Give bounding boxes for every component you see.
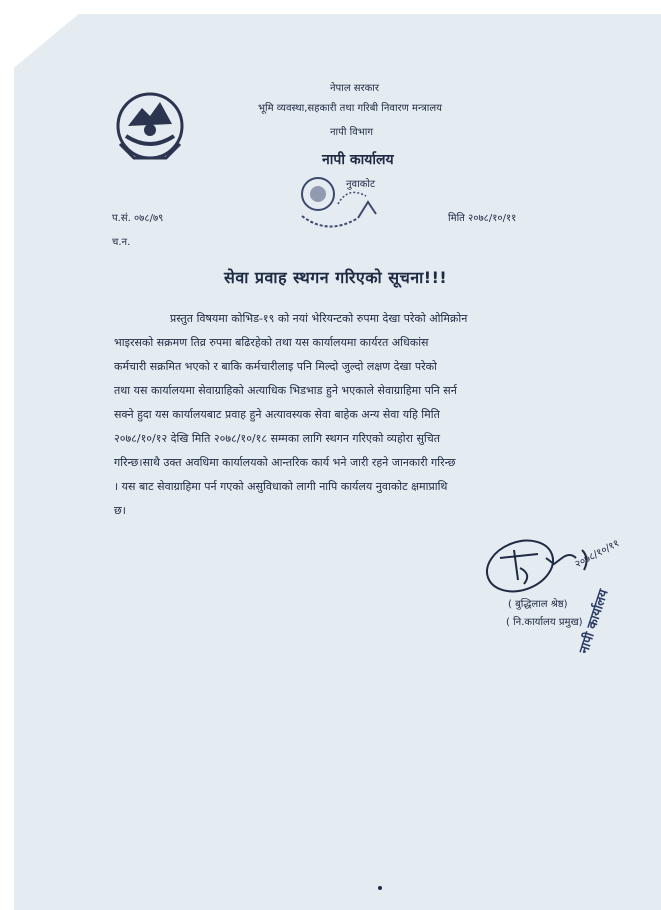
body-line: भाइरसको सक्रमण तिव्र रुपमा बढिरहेको तथा यस कार्यालयमा कार्यरत अधिकांस [114, 336, 429, 349]
body-line: प्रस्तुत विषयमा कोभिड-१९ को नयां भेरियन्टको रुपमा देखा परेको ओमिक्रोन [170, 312, 468, 325]
reference-number: प.सं. ०७८/७९ [112, 213, 164, 224]
header-location: नुवाकोट [346, 179, 376, 190]
header-department: नापी विभाग [330, 127, 373, 138]
body-line: । यस बाट सेवाग्राहिमा पर्न गएको असुविधाको लागी नापि कार्यलय नुवाकोट क्षमाप्राथि [114, 480, 448, 493]
round-stamp-icon [288, 166, 388, 246]
body-line: गरिन्छ।साथै उक्त अवधिमा कार्यालयको आन्तरिक कार्य भने जारी रहने जानकारी गरिन्छ [114, 456, 456, 469]
header-office: नापी कार्यालय [322, 152, 394, 168]
body-line: तथा यस कार्यालयमा सेवाग्राहिको अत्याधिक भिडभाड हुने भएकाले सेवाग्राहिमा पनि सर्न [114, 384, 457, 397]
scan-speck [378, 886, 382, 890]
notice-subject: सेवा प्रवाह स्थगन गरिएको सूचना!!! [224, 268, 448, 287]
signature-date: २०७८/१०/११ [573, 537, 622, 571]
dispatch-number: च.न. [112, 237, 131, 248]
signatory-name: ( बुद्धिलाल श्रेष्ठ) [508, 599, 568, 610]
notice-date: मिति २०७८/१०/११ [448, 213, 517, 224]
nepal-emblem-icon [108, 86, 192, 166]
signatory-title: ( नि.कार्यालय प्रमुख) [506, 617, 583, 628]
body-line: सक्ने हुदा यस कार्यालयबाट प्रवाह हुने अत्यावस्यक सेवा बाहेक अन्य सेवा यहि मिति [114, 408, 440, 421]
body-line: २०७८/१०/१२ देखि मिति २०७८/१०/१८ सम्मका लागि स्थगन गरिएको व्यहोरा सुचित [114, 432, 441, 445]
body-line: छ। [114, 504, 126, 517]
office-stamp-text: नापी कार्यालय [576, 587, 612, 656]
body-line: कर्मचारी सक्रमित भएको र बाकि कर्मचारीलाइ पनि मिल्दो जुल्दो लक्षण देखा परेको [114, 360, 437, 373]
header-government: नेपाल सरकार [330, 83, 379, 94]
office-stamp [566, 540, 632, 670]
header-ministry: भूमि व्यवस्था,सहकारी तथा गरिबी निवारण मन्त्रालय [258, 103, 442, 114]
